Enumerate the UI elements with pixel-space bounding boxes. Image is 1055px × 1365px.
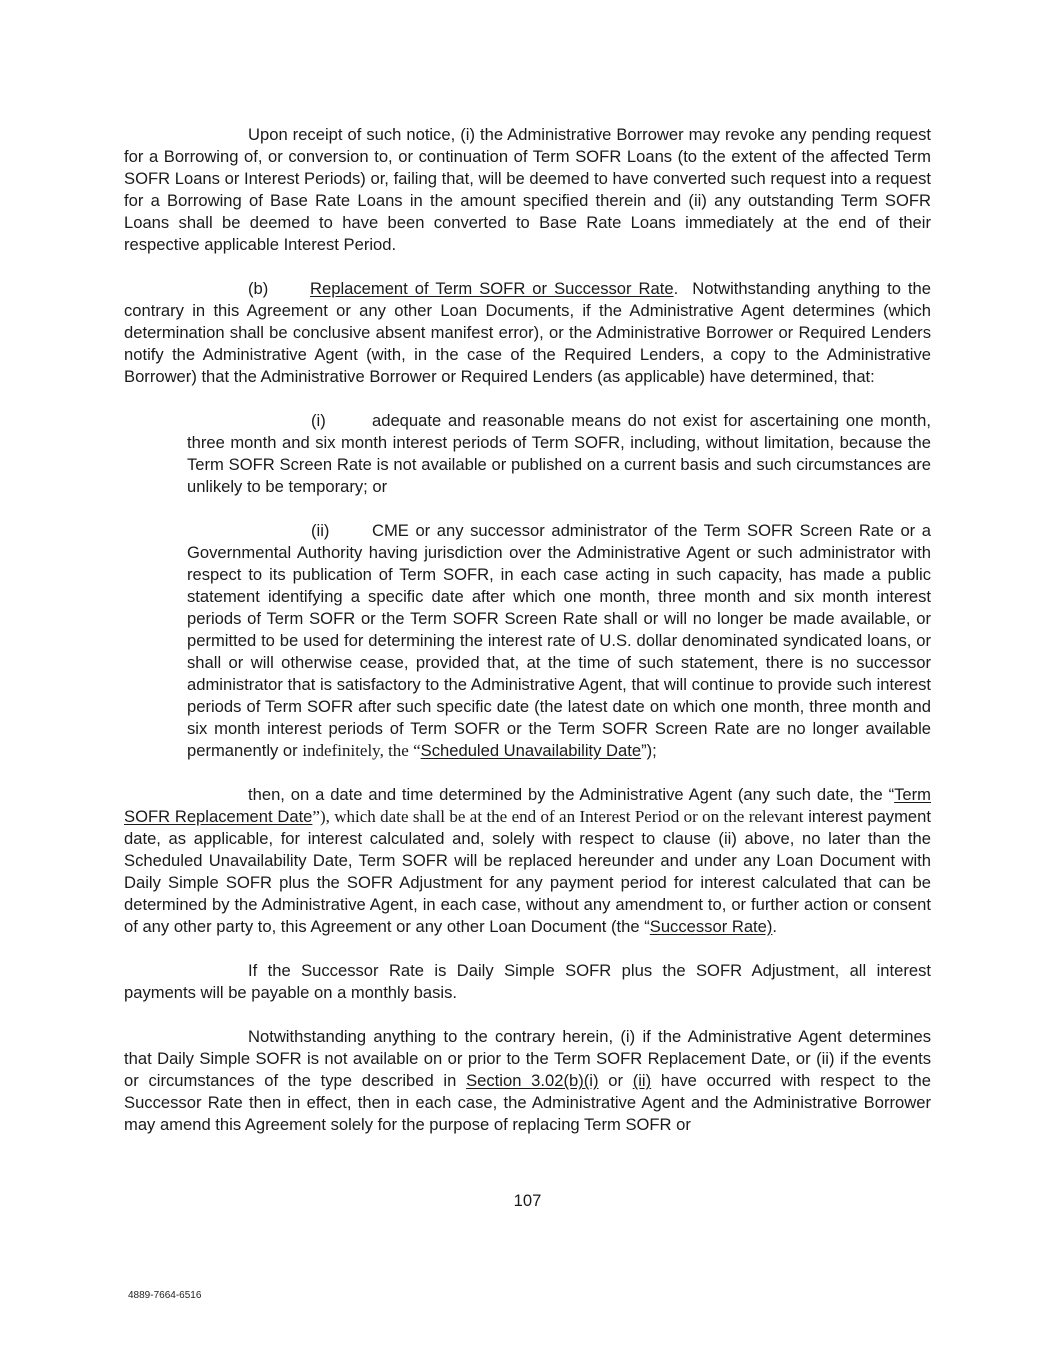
clause-reference-ii: (ii) xyxy=(632,1071,652,1090)
section-reference-3-02-b-i: Section 3.02(b)(i) xyxy=(466,1071,599,1090)
defined-term-successor-rate: Successor Rate) xyxy=(649,917,773,936)
page-number: 107 xyxy=(513,1191,542,1210)
monthly-text: If the Successor Rate is Daily Simple SOFR plus the SOFR Adjustment, all interest payments will be payable on a monthly basis. xyxy=(124,961,931,1002)
paragraph-text: Upon receipt of such notice, (i) the Administrative Borrower may revoke any pending request for a Borrowing of, or conversion to, or continuation of Term SOFR Loans (to the extent of the affected Term SOFR Loans or Interest Periods) or, failing that, will be deemed to have converted such request into a request for a Borrowing of Base Rate Loans in the amount specified therein and (ii) any outstanding Term SOFR Loans shall be deemed to have been converted to Base Rate Loans immediately at the end of their respective applicable Interest Period. xyxy=(124,125,931,254)
clause-ii-serif-tail: indefinitely, the “ xyxy=(302,741,421,760)
section-b-body: Notwithstanding anything to the contrary in this Agreement or any other Loan Documents, if the Administrative Agent determines (which determination shall be conclusive absent manifest error), or the Administrative Borrower or Required Lenders notify the Administrative Agent (with, in the case of the Required Lenders, a copy to the Administrative Borrower) that the Administrative Borrower or Required Lenders (as applicable) have determined, that: xyxy=(124,279,932,386)
clause-i-text: adequate and reasonable means do not exist for ascertaining one month, three month and six month interest periods of Term SOFR, including, without limitation, because the Term SOFR Screen Rate is not available or published on a current basis and such circumstances are unlikely to be temporary; or xyxy=(187,411,931,496)
defined-term-term-sofr-replacement-date: Term SOFR Replacement Date xyxy=(124,785,931,826)
section-b-heading-end: . xyxy=(673,279,679,298)
monthly-payments-paragraph xyxy=(124,960,931,1004)
then-text-1: then, on a date and time determined by the Administrative Agent (any such date, the “ xyxy=(248,785,895,804)
paragraph-receipt-of-notice xyxy=(124,124,931,256)
then-text-2: interest payment date, as applicable, for interest calculated and, solely with respect to clause (ii) above, no later than the Scheduled Unavailability Date, Term SOFR will be replaced hereunder and under any Loan Document with Daily Simple SOFR plus the SOFR Adjustment for any payment period for interest calculated that can be determined by the Administrative Agent, in each case, without any amendment to, or further action or consent of any other party to, this Agreement or any other Loan Document (the “ xyxy=(124,807,931,936)
notwithstanding-paragraph xyxy=(124,1026,931,1136)
clause-ii xyxy=(187,520,931,762)
notwithstanding-text-2: or xyxy=(608,1071,623,1090)
notwithstanding-text-1: Notwithstanding anything to the contrary herein, (i) if the Administrative Agent determines that Daily Simple SOFR is not available on or prior to the Term SOFR Replacement Date, or (ii) if the events or circumstances of the type described in xyxy=(124,1027,931,1090)
document-id: 4889-7664-6516 xyxy=(128,1290,202,1301)
section-b-label: (b) xyxy=(248,279,269,298)
section-b-paragraph xyxy=(124,278,931,388)
then-end: . xyxy=(772,917,778,936)
section-b-heading: Replacement of Term SOFR or Successor Rate xyxy=(310,279,674,298)
notwithstanding-text-3: have occurred with respect to the Successor Rate then in effect, then in each case, the Administrative Agent and the Administrative Borrower may amend this Agreement solely for the purpose of replacing Term SOFR or xyxy=(124,1071,931,1134)
clause-i-label: (i) xyxy=(311,411,326,430)
document-body xyxy=(124,124,931,1158)
clause-ii-text: CME or any successor administrator of the Term SOFR Screen Rate or a Governmental Authority having jurisdiction over the Administrative Agent or such administrator with respect to its publication of Term SOFR, in each case acting in such capacity, has made a public statement identifying a specific date after which one month, three month and six month interest periods of Term SOFR or the Term SOFR Screen Rate shall or will no longer be made available, or permitted to be used for determining the interest rate of U.S. dollar denominated syndicated loans, or shall or will otherwise cease, provided that, at the time of such statement, there is no successor administrator that is satisfactory to the Administrative Agent, that will continue to provide such interest periods of Term SOFR after such specific date (the latest date on which one month, three month and six month interest periods of Term SOFR or the Term SOFR Screen Rate are no longer available permanently or xyxy=(187,521,931,760)
clause-ii-label: (ii) xyxy=(311,521,330,540)
clauses-block xyxy=(187,410,931,762)
then-paragraph xyxy=(124,784,931,938)
defined-term-scheduled-unavailability-date: Scheduled Unavailability Date xyxy=(420,741,642,760)
clause-i xyxy=(187,410,931,498)
clause-ii-end: ”); xyxy=(641,741,657,760)
then-serif-text: ”), which date shall be at the end of an Interest Period or on the relevant xyxy=(312,807,804,826)
